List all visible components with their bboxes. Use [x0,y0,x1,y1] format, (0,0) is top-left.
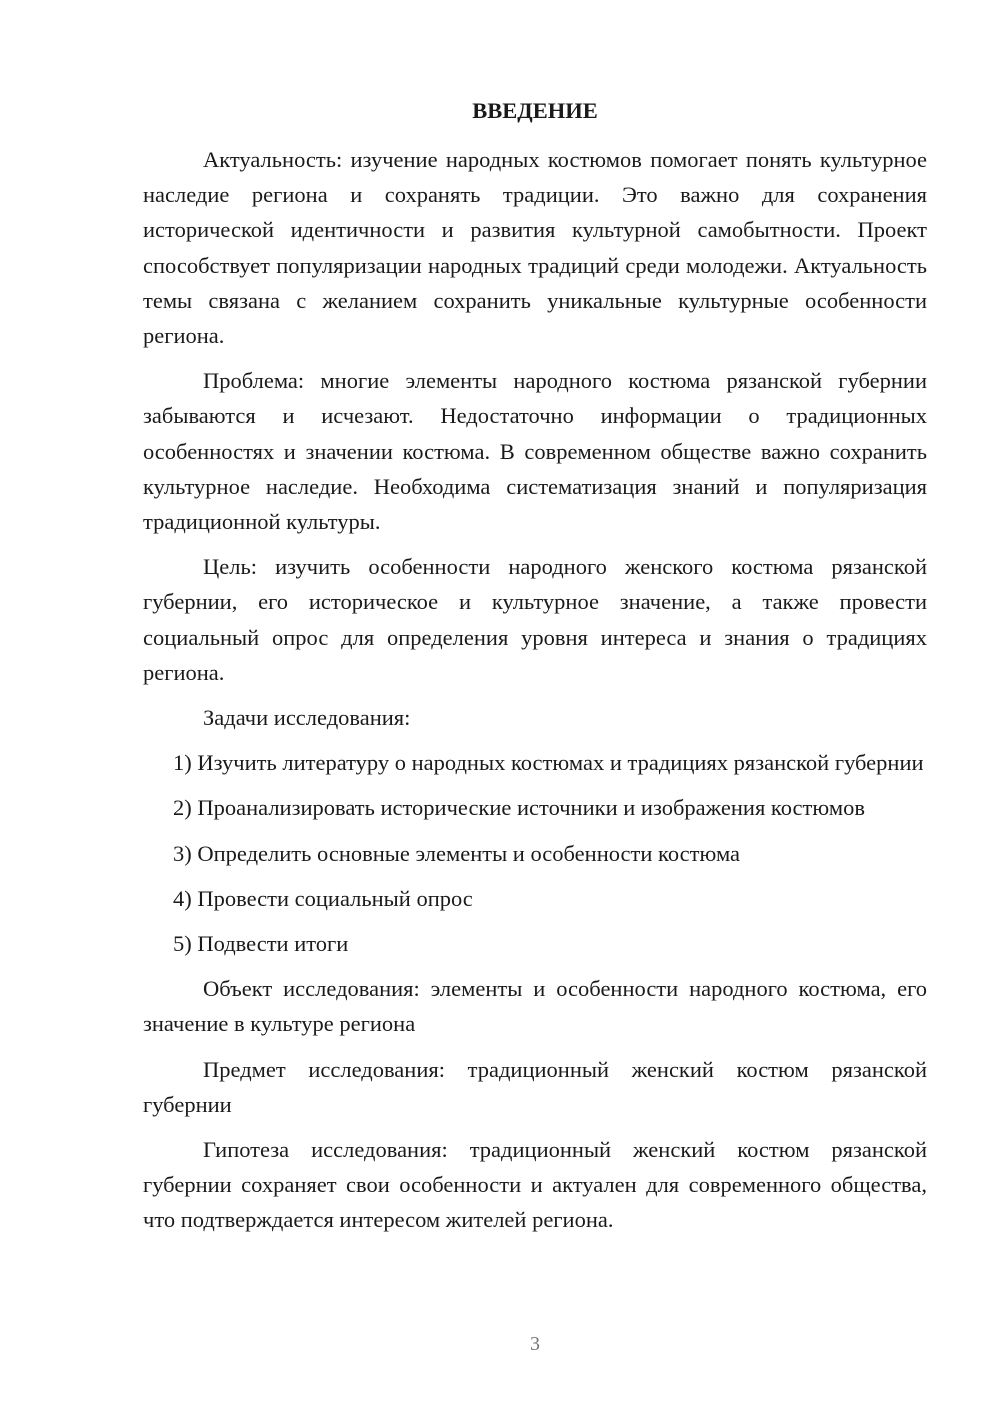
hypothesis-paragraph: Гипотеза исследования: традиционный женский костюм рязанской губернии сохраняет свои особенности и актуален для современного общества, что подтверждается интересом жителей региона. [143,1137,927,1233]
subject-paragraph: Предмет исследования: традиционный женский костюм рязанской губернии [143,1056,927,1117]
page-number: 3 [530,1333,540,1355]
task-item: 4) Провести социальный опрос [173,885,473,911]
relevance-paragraph: Актуальность: изучение народных костюмов помогает понять культурное наследие региона и сохранять традиции. Это важно для сохранения исторической идентичности и развития культурной самобытности. Проект способствует популяризации народных традиций среди молодежи. Актуальность темы связана с желанием сохранить уникальные культурные особенности региона. [143,147,927,349]
task-item: 5) Подвести итоги [173,931,349,957]
section-heading: ВВЕДЕНИЕ [472,98,598,123]
object-paragraph: Объект исследования: элементы и особенности народного костюма, его значение в культуре региона [143,976,927,1037]
task-item: 1) Изучить литературу о народных костюмах и традициях рязанской губернии [173,750,924,776]
task-item: 3) Определить основные элементы и особенности костюма [173,840,741,866]
problem-paragraph: Проблема: многие элементы народного костюма рязанской губернии забываются и исчезают. Недостаточно информации о традиционных особенностях и значении костюма. В современном обществе важно сохранить культурное наследие. Необходима систематизация знаний и популяризация традиционной культуры. [143,368,927,535]
task-item: 2) Проанализировать исторические источники и изображения костюмов [173,795,865,821]
tasks-title: Задачи исследования: [203,705,411,731]
page-content [143,93,927,1248]
goal-paragraph: Цель: изучить особенности народного женского костюма рязанской губернии, его историческое и культурное значение, а также провести социальный опрос для определения уровня интереса и знания о традициях региона. [143,554,927,685]
